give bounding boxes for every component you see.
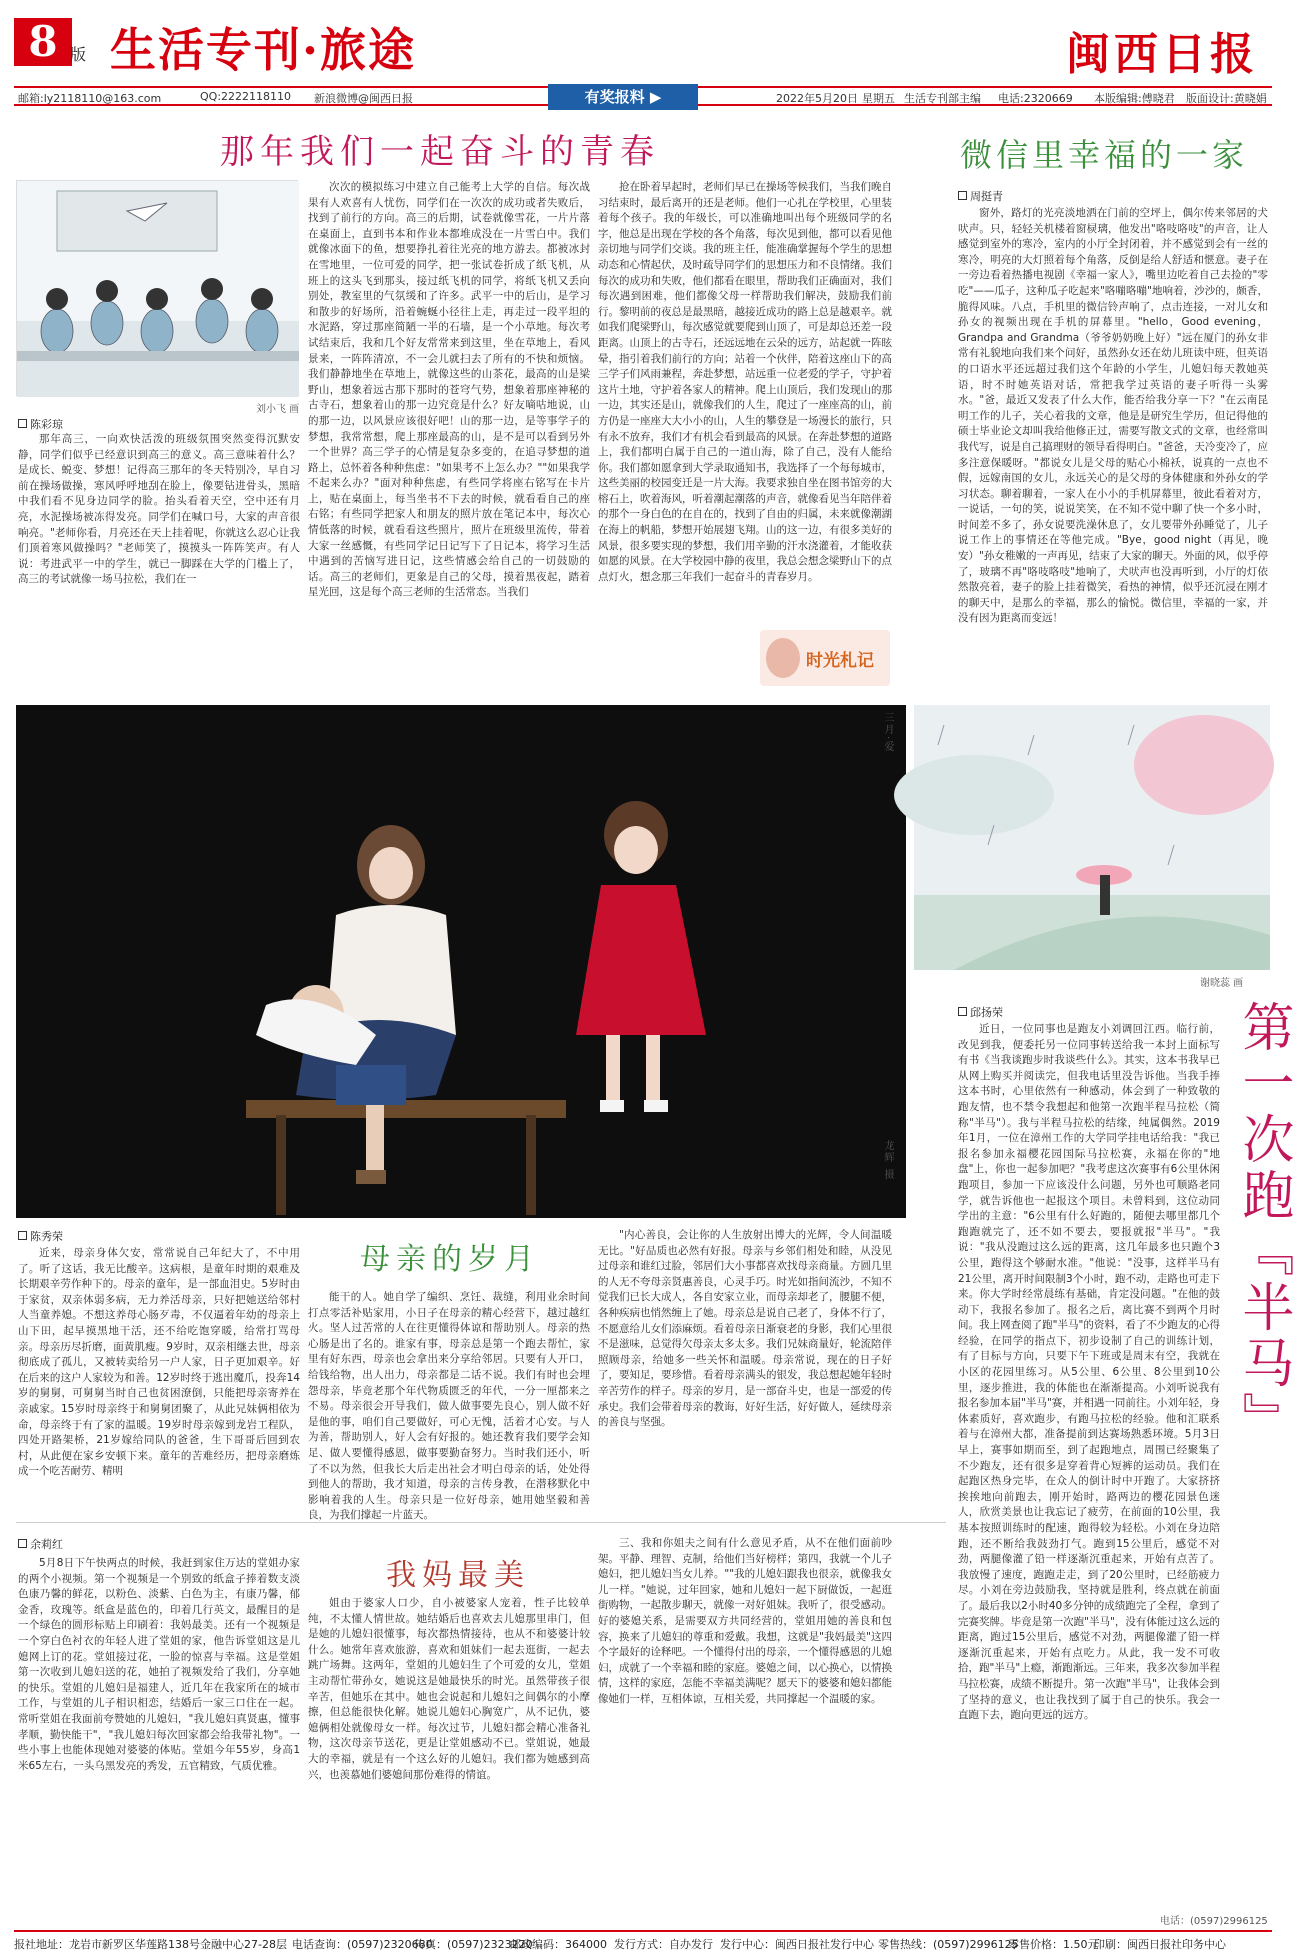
host-text: 生活专刊部主编 bbox=[904, 92, 981, 105]
footer-postcode: 邮政编码：364000 bbox=[510, 1938, 607, 1951]
footer-price: 零售价格：1.50元 bbox=[1008, 1938, 1099, 1951]
photo-credit: 龙辉 摄 bbox=[882, 1140, 893, 1182]
article2-body bbox=[958, 206, 1268, 701]
article3-title: 第一次跑『半马』 bbox=[1233, 1000, 1293, 1448]
illustration-credit: 谢晓蕊 画 bbox=[1200, 978, 1244, 989]
article4-col2-text: 能干的人。她自学了编织、烹饪、裁缝，利用业余时间打点零活补贴家用，小日子在母亲的精心经营下，越过越红火。坚人过苦常的人在往更懂得体谅和帮助别人。母亲的热心肠是出了名的。谁家有事，母亲总是第一个跑去帮忙，家里有好东西，母亲也会拿出来分享给邻居。只要有人开口，给钱给物，出人出力，母亲都是二话不说。我们有时也会埋怨母亲，毕竟老那个年代物质匮乏的年代，一分一厘都来之不易。母亲很会开导我们，做人做事要先良心，别人做不好是他的事，咱们自己要做好，可心无愧，活着才心安。与人为善，帮助别人，好人会有好报的。她还教育我们要学会知足、做人要懂得感恩，做事要勤奋努力。当时我们还小，听了不以为然，但我长大后走出社会才明白母亲的话，处处得到他人的帮助，我才知道，母亲的言传身教，在潜移默化中影响着我的人生。母亲只是一位好母亲，她用她坚毅和善良，为我们撑起一片蓝天。 bbox=[308, 1291, 590, 1522]
article2-author: 周挺青 bbox=[958, 188, 1003, 204]
hotline-badge[interactable]: 有奖报料 ▶ 2118110 bbox=[548, 84, 698, 110]
article4-col3 bbox=[598, 1228, 892, 1514]
section-title: 生活专刊·旅途 bbox=[110, 23, 417, 77]
article1-col3 bbox=[598, 180, 892, 630]
girl-portrait-icon bbox=[766, 638, 800, 678]
footer-phone: 电话查询：(0597)2320680 bbox=[292, 1938, 433, 1951]
phone-text: 电话:2320669 bbox=[998, 92, 1073, 105]
footer-address: 报社地址：龙岩市新罗区华莲路138号金融中心27-28层 bbox=[14, 1938, 287, 1951]
footer-issue: 发行方式：自办发行 bbox=[614, 1938, 713, 1951]
article4-col1-text: 近来，母亲身体欠安，常常说自己年纪大了，不中用了。听了这话，我无比酸辛。这病根，是童年时期的艰难及长期艰辛劳作种下的。母亲的童年，是一部血泪史。5岁时由于家贫，双亲体弱多病，无力养活母亲，只好把她送给邻村人当童养媳。不想这养母心肠歹毒，不仅逼着年幼的母亲上山下田，起早摸黑地干活，还不给吃饱穿暖，给常打骂母亲。母亲历尽折磨，面黄肌瘦。9岁时，双亲相继去世，母亲彻底成了孤儿，又被转卖给另一户人家，日子更加艰辛。好在后来的这户人家较为和善。12岁时终于逃出魔爪，投奔14岁的舅舅，可舅舅当时自己也贫困潦倒，只能把母亲寄养在亲戚家。15岁时母亲终于和舅舅团聚了，从此兄妹俩相依为命，母亲终于有了家的温暖。19岁时母亲嫁到龙岩工程队，四处开路架桥，21岁嫁给同队的爸爸，生下哥哥后回到农村，从此便在家乡安顿下来。童年的苦难经历，把母亲磨炼成一个吃苦耐劳、精明 bbox=[18, 1247, 300, 1478]
time-notes-badge bbox=[760, 630, 890, 686]
article4-author: 陈秀荣 bbox=[18, 1228, 63, 1244]
article5-col3-text: 三、我和你姐夫之间有什么意见矛盾，从不在他们面前吵架。平静、理智、克制，给他们当好榜样；第四，我就一个儿子媳妇，把儿媳妇当女儿养。""我的儿媳妇跟我也很亲，就像我女儿一样。"她说，过年回家，她和儿媳妇一起下厨做饭，一起逛街购物，一起散步聊天，就像一对好姐妹。我听了，很受感动。好的婆媳关系，是需要双方共同经营的，堂姐用她的善良和包容，换来了儿媳妇的尊重和爱戴。我想，这就是"我妈最美"这四个字最好的诠释吧。一个懂得付出的母亲，一个懂得感恩的儿媳妇，成就了一个幸福和睦的家庭。婆媳之间，以心换心，以情换情，这样的家庭，怎能不幸福美满呢？愿天下的婆婆和媳妇都能像她们一样，互相体谅，互相关爱，共同撑起一个温暖的家。 bbox=[598, 1537, 892, 1705]
photo-caption: 三月·爱 bbox=[882, 712, 893, 754]
article1-col2 bbox=[308, 180, 590, 696]
article1-illustrator: 刘小飞 画 bbox=[256, 404, 300, 415]
article5-col2 bbox=[308, 1596, 590, 1922]
article1-col2-text: 次次的模拟练习中建立自己能考上大学的自信。每次战果有人欢喜有人忧伤，同学们在一次次的成功或者失败后，找到了前行的方向。高三的后期，试卷就像雪花，一片片落在桌面上，直到书本和作业本都堆成没在一片雪白中。我们就像冰面下的鱼，想要挣扎着往光亮的地方游去。都被冰封在雪地里，一位可爱的同学，把一张试卷折成了纸飞机，从班上的这头飞到那头，接过纸飞机的同学，将纸飞机又丢向别处，教室里的气氛缓和了许多。武平一中的后山，是学习和散步的好场所，沿着蜿蜒小径往上走，再走过一段平坦的水泥路，穿过那座简陋一半的石墙，是一个小草地。每次考试结束后，我和几个好友常常来到这里，坐在草地上，看风景来，一阵阵清凉，不一会儿就扫去了所有的不快和烦恼。我们静静地坐在草地上，就像这些的山茶花，最高的山是梁野山，想象着远古那下那时的苍穹气势，想象着那座神秘的古寺石，想象着山的那一边究竟是什么？好友嘀咕地说，山的那一边，以风景应该很好吧！山的那一边，是等事学子的梦想，我常常想，爬上那座最高的山，是不是可以看到另外一个世界？高三学子的心情是复杂多变的，在追寻梦想的道路上，总怀着各种种焦虑："如果考不上怎么办？""如果我学不起来么办？"面对种种焦虑，有些同学将座右铭写在卡片上，贴在桌面上，每当坐书不下去的时候，就看看自己的座右铭；有些同学把家人和朋友的照片放在笔记本中，每次心情低落的时候，就看看这些照片，照片在班级里流传，带着大家一丝感慨，有些同学记日记写下了日记本，将学习生活中遇到的苦恼写进日记，这些情感会给自己的一切鼓励的话。高三的老师们，更象是自己的父母，摸着黑夜起，踏着星光回，这是每个高三老师的生活常态。当我们 bbox=[308, 181, 590, 599]
article3-body-bottom bbox=[958, 1292, 1268, 1922]
article1-col1-text: 那年高三，一向欢快活泼的班级氛围突然变得沉默安静，同学们似乎已经意识到高三的意义。高三意味着什么？是成长、蜕变、梦想！记得高三那年的冬天特别冷，早自习前在操场做操，寒风呼呼地刮在脸上，像要钻进骨头，黑暗中我们看不见身边同学的脸。抬头看着天空，空中还有月亮，水泥操场被冻得发亮。同学们在喊口号，大家的声音很响亮。"老师你看，月亮还在天上挂着呢，你就这么忍心让我们顶着寒风做操吗？"老师笑了，摸摸头一阵阵笑声。有人说：考进武平一中的学生，就已一脚踩在大学的门槛上了，高三的考试就像一场马拉松，我们在一 bbox=[18, 433, 300, 586]
article4-col1 bbox=[18, 1246, 300, 1514]
article3-body-top bbox=[958, 1022, 1220, 1722]
article5-author: 余莉红 bbox=[18, 1536, 63, 1552]
email-text: 邮箱:ly2118110@163.com bbox=[18, 92, 162, 105]
article2-title: 微信里幸福的一家 bbox=[960, 136, 1249, 174]
article4-title: 母亲的岁月 bbox=[360, 1242, 540, 1277]
footer-hotline: 发行中心：闽西日报社发行中心 bbox=[720, 1938, 874, 1951]
footer-service: 零售热线：(0597)2996125 bbox=[878, 1938, 1019, 1951]
article5-col1 bbox=[18, 1556, 300, 1922]
weekday-text: 星期五 bbox=[862, 92, 895, 105]
time-notes-label: 时光札记 bbox=[806, 651, 874, 671]
family-photo bbox=[16, 705, 906, 1218]
article2-text: 窗外，路灯的光亮淡地洒在门前的空坪上，偶尔传来邻居的犬吠声。只，轻轻关机楼着窗棂璃，他发出"咯吱咯吱"的声音，让人感觉到室外的寒冷，室内的小厅全封闭着，并不感觉到会有一丝的寒冷，明亮的大灯照着每个角落，反倒是给人舒适和惬意。妻子在一旁边看着热播电视剧《幸福一家人》，嘴里边吃着自己去捡的"零吃"——瓜子，这种瓜子吃起来"咯嘣咯嘣"地响着，沙沙的，颇香，脆得风味。八点，手机里的微信铃声响了，点击连接，一对儿女和孙女的视频出现在手机的屏幕里。"hello，Good evening，Grandpa and Grandma（爷爷奶奶晚上好）"远在厦门的孙女非常有礼貌地向我们来个问好，虽然孙女还在幼儿班读中班，但英语的口语水平还远超过我们这个年龄的小学生，儿媳妇每天教她英语，时不时她英语对话，常把我学过英语的妻子听得一头雾水。"爸，最近又发表了什么大作，能否给我分享一下？"在云南昆明工作的儿子，关心着我的文章，他是是研究生学历，但记得他的硕士毕业论文却叫我给他修正过，需要写散文式的文章，也经常叫我代写，说是自己搞理财的领导看得明白。"爸爸，天冷变冷了，应多注意保暖呀。"都说女儿是父母的贴心小棉袄，说真的一点也不假，远嫁南国的女儿，永远关心的是父母的身体健康和外孙女的学习状态。聊着聊着，一家人在小小的手机屏幕里，彼此看着对方，一说话，一句的笑，说说笑笑，在不知不觉中聊了快一个多小时，时间差不多了，孙女说要洗澡休息了，女儿要带外孙睡觉了，儿子说工作上的事情还在等他完成。"Bye，good night（再见，晚安）"孙女稚嫩的一声再见，结束了大家的聊天。外面的风，似乎停了，玻璃不再"咯吱咯吱"地响了，犬吠声也没再听到，小厅的灯依然散亮着，妻子的脸上挂着微笑，看热的神情，似乎还沉浸在刚才的聊天中，是那么的幸福，那么的愉悦。微信里，幸福的一家，并没有因为距离而变远！ bbox=[958, 207, 1268, 625]
weibo-text: 新浪微博@闽西日报 bbox=[314, 92, 413, 105]
designer-text: 版面设计:黄晓娟 bbox=[1186, 92, 1267, 105]
article5-col1-text: 5月8日下午快两点的时候，我赶到家住万达的堂姐办家的两个小视频。第一个视频是一个别致的纸盒子捧着数支淡色康乃馨的鲜花，以粉色、淡紫、白色为主，有康乃馨，郁金香，玫瑰等。纸盒是蓝色的，印着几行英文，最醒目的是一个绿色的圆形标贴上印刷着：我妈最美。还有一个视频是一个穿白色衬衣的年轻人进了堂姐的家，他告诉堂姐这是儿媳网上订的花。堂姐接过花，一脸的惊喜与幸福。这是堂姐第一次收到儿媳妇送的花，她拍了视频发给了我们，分享她的快乐。堂姐的儿媳妇是福建人，近几年在我家所在的城市工作，与堂姐的儿子相识相恋，结婚后一家三口住在一起。常听堂姐在我面前夸赞她的儿媳妇，"我儿媳妇真贤惠，懂事孝顺，勤快能干"，"我儿媳妇每次回家都会给我带礼物"。一些小事上也能体现她对婆婆的体贴。堂姐今年55岁，身高1米65左右，一头乌黑发亮的秀发，五官精致，气质优雅。 bbox=[18, 1557, 300, 1772]
article1-col1 bbox=[18, 432, 300, 696]
page-suffix: 版 bbox=[70, 45, 87, 64]
footer-dept-phone: 电话：(0597)2996125 bbox=[1160, 1916, 1268, 1927]
classroom-illustration bbox=[16, 180, 298, 396]
article4-col3-text: "内心善良，会让你的人生放射出博大的光辉，令人间温暖无比。"好品质也必然有好报。母亲与乡邻们相处和睦，从没见过母亲和谁红过脸，邻居们大小事都喜欢找母亲商量。方圆几里的人无不夸母亲贤惠善良，心灵手巧。时光如指间流沙，不知不觉我们已长大成人，各自安家立业，而母亲却老了，腰腿不便，各种疾病也悄然缠上了她。母亲总是说自己老了，身体不行了，不愿意给儿女们添麻烦。看着母亲日渐衰老的身影，我们心里很不是滋味，总觉得欠母亲太多太多。我们兄妹商量好，轮流陪伴照顾母亲，给她多一些关怀和温暖。母亲常说，现在的日子好了，要知足，要珍惜。看着母亲满头的银发，我总想起她年轻时辛苦劳作的样子。母亲的岁月，是一部奋斗史，也是一部爱的传承史。我们会带着母亲的教诲，好好生活，好好做人，延续母亲的善良与坚强。 bbox=[598, 1229, 892, 1429]
footer-fax: 传真：(0597)2323220 bbox=[414, 1938, 533, 1951]
article4-col2 bbox=[308, 1290, 590, 1522]
article3-text: 近日，一位同事也是跑友小刘调回江西。临行前，改见到我，便委托另一位同事转送给我一本封上面标写有书《当我谈跑步时我谈些什么》。其实，这本书我早已从网上购买并阅读完，但我电话里没告诉他。当我手捧这本书时，心里依然有一种感动，体会到了一种致敬的跑友情，也不禁令我想起和他第一次跑半程马拉松（简称"半马"）。我与半程马拉松的结缘，纯属偶然。2019年1月，一位在漳州工作的大学同学挂电话给我："我已报名参加永福樱花园国际马拉松赛，永福在你的"地盘"上，你也一起参加吧？"我考虑这次赛事有6公里休闲跑项目，参加一下应该没什么问题，另外也可顺路老同学，就告诉他也一起报这个项目。未曾料到，这位动同学出的主意："6公里有什么好跑的，随便去哪里都几个跑跑就完了，还不如不要去，要报就报"半马"。"我说："我从没跑过这么远的距离，这几年最多也只跑个3公里，跑得这个够耐水准。"他说："没事，这样半马有21公里，离开时间限制3个小时，跑不动，走路也可走下来。你大学时经常晨练有基础，肯定没问题。"在他的鼓动下，我报名参加了。报名之后，离比赛不到两个月时间。我上网查阅了跑"半马"的资料，看了不少跑友的心得经验，在同学的指点下，初步设制了自己的训练计划，有了目标与方向，只要下午下班或是周末有空，我就在小区的花园里练习。从5公里、6公里、8公里到10公里，逐步推进，我的体能也在渐渐提高。小刘听说我有报名参加本届"半马"赛，并相遇一同前往。小刘年轻，身体素质好，喜欢跑步，有跑马拉松的经验。他和汇联系着与在漳州大都，准备提前到达赛场熟悉环境。5月3日早上，赛事如期而至，到了起跑地点，周围已经聚集了不少跑友，还有很多是穿着背心短裤的运动员。我们在起跑区热身完毕，在众人的倒计时中开跑了。大家挤挤挨挨地向前跑去，刚开始时，路两边的樱花园景色迷人，欣赏美景也让我忘记了疲劳，在前面的10公里，我基本按照训练时的配速，跑得较为轻松。小刘在身边陪跑，还不断给我鼓劲打气。跑到15公里后，感觉不对劲，两腿像灌了铅一样逐渐沉重起来，开始有点苦了。我放慢了速度，跑跑走走，到了20公里时，已经筋疲力尽。小刘在旁边鼓励我，坚持就是胜利，终点就在前面了。最后我以2小时40多分钟的成绩跑完了全程，拿到了完赛奖牌。毕竟是第一次跑"半马"，没有体能过这么远的距离，跑过15公里后，感觉不对劲，两腿像灌了铅一样逐渐沉重起来，开始有点吃力。从此，我一发不可收拾，跑"半马"上瘾，渐跑渐远。三年来，我多次参加半程马拉松赛，成绩不断提升。第一次跑"半马"，让我体会到了坚持的意义，也让我找到了属于自己的快乐。我会一直跑下去，跑向更远的远方。 bbox=[958, 1023, 1220, 1722]
article5-title: 我妈最美 bbox=[386, 1558, 530, 1593]
divider bbox=[16, 1522, 946, 1523]
newspaper-logo: 闽西日报 bbox=[1066, 29, 1258, 80]
date-text: 2022年5月20日 bbox=[776, 92, 858, 105]
editor-text: 本版编辑:傅晓君 bbox=[1094, 92, 1175, 105]
article1-title: 那年我们一起奋斗的青春 bbox=[220, 132, 660, 172]
footer-bar bbox=[14, 1930, 1272, 1951]
article3-author: 邱扬荣 bbox=[958, 1004, 1003, 1020]
article5-col2-text: 姐由于婆家人口少，自小被婆家人宠着，性子比较单纯，不太懂人情世故。她结婚后也喜欢去儿媳那里串门，但是她的儿媳妇很懂事，每次都热情接待，也从不和婆婆计较什么。她常年喜欢旅游，喜欢和姐妹们一起去逛街，一起去跳广场舞。这两年，堂姐的儿媳妇生了个可爱的女儿，堂姐主动帮忙带孙女，她说这是她最快乐的时光。虽然带孩子很辛苦，但她乐在其中。她也会说起和儿媳妇之间偶尔的小摩擦，但总能很快化解。她说儿媳妇心胸宽广，从不记仇，婆媳俩相处就像母女一样。每次过节，儿媳妇都会精心准备礼物，这次母亲节送花，更是让堂姐感动不已。堂姐说，她最大的幸福，就是有一个这么好的儿媳妇。我们都为她感到高兴，也羡慕她们婆媳间那份难得的情谊。 bbox=[308, 1597, 590, 1781]
rain-illustration bbox=[914, 705, 1270, 970]
page-number-badge: 8 bbox=[14, 18, 72, 66]
qq-text: QQ:2222118110 bbox=[200, 90, 292, 103]
article1-col3-text: 抢在卧着早起时，老师们早已在操场等候我们，当我们晚自习结束时，最后离开的还是老师。他们一心扎在学校里，心里装着每个孩子。我的年级长，可以准确地叫出每个班级同学的名字，他总是出现在学校的各个角落，每次见到他，都可以看见他亲切地与同学们交谈。我的班主任，能准确掌握每个学生的思想动态和心情起伏，及时疏导同学们的思想压力和不良情绪。我们每次的成功和失败，他们都看在眼里，帮助我们正确面对，我们每次遇到困难，他们都像父母一样帮助我们解决，鼓励我们前行。黎明前的夜总是最黑暗，越接近成功的路上总是越艰辛。就如我们爬梁野山，每次感觉就要爬到山顶了，可是却总还差一段距离。山顶上的古寺石，还远远地在云朵的远方，站起就一阵眩晕，指引着我们前行的方向；站着一个伙伴，陪着这座山下的高三学子们风雨兼程，奔赴梦想，站远重一位老爱的学子，守护着这片土地，守护着各家人的精神。爬上山顶后，我们发现山的那一边，其实还是山，就像我们的人生，爬过了一座座高的山，前方仍是一座座大大小小的山，人生的攀登是一场漫长的旅行，只有永不放弃，我们才有机会看到最高的风景。在奔赴梦想的道路上，我们都明白属于自己的一道山海，除了自己，没有人能给你。我们都如愿拿到大学录取通知书，我选择了一个每每城市，这些美丽的校园变迁是一片大海。我要求独自坐在图书馆旁的大榕石上，吹着海风，听着潮起潮落的声音，就像看见当年陪伴着的那个一身白色的在自在的，找到了自由的归属，未来就像潮湖在海上的帆船，梦想开始展翅飞翔。山的这一边，有很多美好的风景，很多要实现的梦想，我们用辛勤的汗水浇灌着，才能收获如愿的风景。在大学校园中静的夜里，我总会想念梁野山下的点点灯火，想念那三年我们一起奋斗的青春岁月。 bbox=[598, 181, 892, 583]
footer-printer: 印刷：闽西日报社印务中心 bbox=[1094, 1938, 1226, 1951]
article1-author: 陈彩琼 bbox=[18, 416, 63, 432]
article5-col3 bbox=[598, 1536, 892, 1922]
